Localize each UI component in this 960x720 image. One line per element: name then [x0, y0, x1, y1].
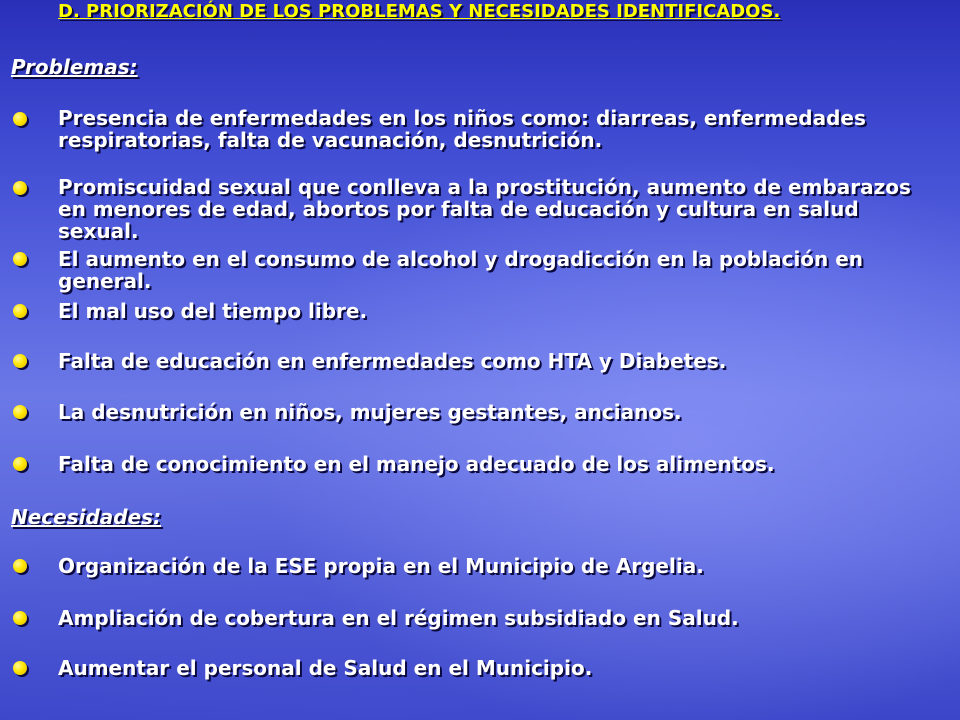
bullet-icon	[13, 405, 27, 419]
necesidades-heading: Necesidades:	[11, 505, 162, 529]
bullet-icon	[13, 661, 27, 675]
problema-item-5: Falta de educación en enfermedades como HTA y Diabetes.	[58, 349, 727, 373]
bullet-icon	[13, 611, 27, 625]
necesidad-item-2: Ampliación de cobertura en el régimen subsidiado en Salud.	[58, 606, 739, 630]
problema-item-6: La desnutrición en niños, mujeres gestantes, ancianos.	[58, 400, 682, 424]
problema-item-7: Falta de conocimiento en el manejo adecuado de los alimentos.	[58, 452, 775, 476]
problema-item-1: Presencia de enfermedades en los niños como: diarreas, enfermedades respiratorias, falta de vacunación, desnutrición.	[58, 106, 866, 152]
necesidad-item-1: Organización de la ESE propia en el Municipio de Argelia.	[58, 554, 704, 578]
bullet-icon	[13, 181, 27, 195]
necesidad-item-3: Aumentar el personal de Salud en el Municipio.	[58, 656, 593, 680]
bullet-icon	[13, 112, 27, 126]
bullet-icon	[13, 457, 27, 471]
bullet-icon	[13, 354, 27, 368]
problema-item-2: Promiscuidad sexual que conlleva a la prostitución, aumento de embarazos en menores de edad, abortos por falta de educación y cultura en salud sexual.	[58, 175, 911, 243]
problema-item-3: El aumento en el consumo de alcohol y drogadicción en la población en general.	[58, 247, 864, 293]
problemas-heading: Problemas:	[11, 55, 138, 79]
bullet-icon	[13, 559, 27, 573]
bullet-icon	[13, 304, 27, 318]
slide-title: D. PRIORIZACIÓN DE LOS PROBLEMAS Y NECESIDADES IDENTIFICADOS.	[58, 1, 781, 22]
bullet-icon	[13, 252, 27, 266]
problema-item-4: El mal uso del tiempo libre.	[58, 299, 368, 323]
